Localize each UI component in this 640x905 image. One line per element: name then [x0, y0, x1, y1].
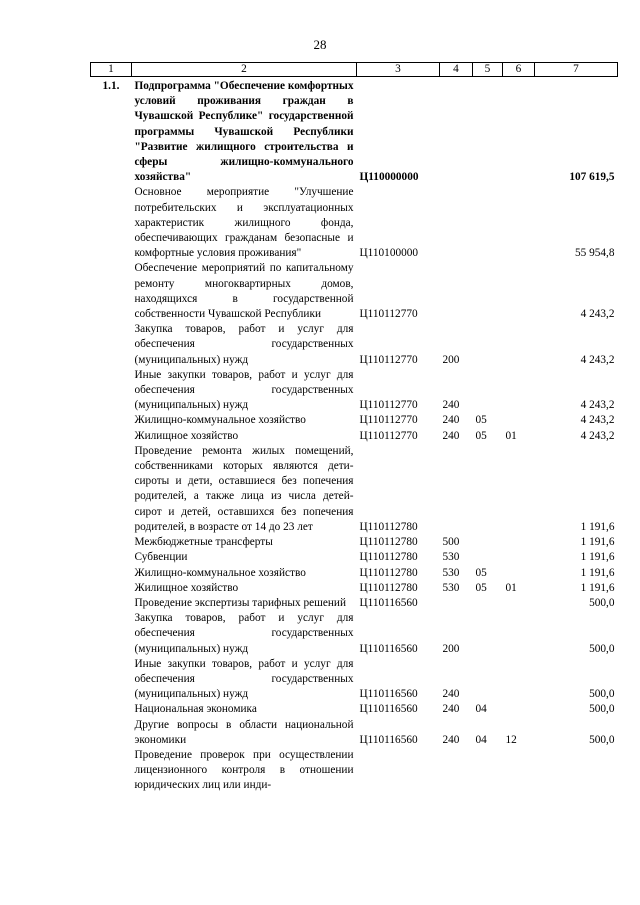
row-section	[473, 77, 503, 186]
row-name: Подпрограмма "Обеспечение комфортных условий проживания граждан в Чувашской Республике" государственной программы Чувашской Республики "Развитие жилищного строительства и сферы жилищно-коммунального хозяйства"	[134, 80, 354, 184]
row-section	[473, 444, 503, 535]
page-number: 28	[313, 37, 327, 52]
row-subsection	[503, 748, 535, 794]
row-subsection	[503, 368, 535, 414]
row-number	[91, 413, 132, 428]
row-number	[91, 261, 132, 322]
row-subsection	[503, 566, 535, 581]
table-row	[91, 368, 618, 414]
row-code: Ц110112770	[359, 353, 418, 366]
row-name: Жилищно-коммунальное хозяйство	[134, 414, 306, 427]
row-expense-type: 530	[442, 566, 460, 579]
row-subsection	[503, 702, 535, 717]
row-subsection	[503, 185, 535, 261]
row-sum: 1 191,6	[580, 566, 615, 579]
row-section: 04	[475, 733, 487, 746]
row-expense-type: 240	[442, 414, 460, 427]
row-expense-type	[440, 261, 473, 322]
row-expense-type: 200	[442, 642, 460, 655]
row-sum: 500,0	[589, 703, 615, 716]
row-subsection	[503, 444, 535, 535]
row-section	[473, 748, 503, 794]
row-expense-type: 240	[442, 399, 460, 412]
row-section	[473, 261, 503, 322]
row-expense-type	[440, 748, 473, 794]
row-subsection: 01	[505, 429, 517, 442]
row-code: Ц110116560	[359, 596, 418, 609]
row-section	[473, 368, 503, 414]
row-subsection	[503, 77, 535, 186]
header-cell: 3	[357, 63, 440, 77]
table-row	[91, 77, 618, 186]
row-number	[91, 702, 132, 717]
row-code: Ц110112780	[359, 581, 418, 594]
row-number	[91, 581, 132, 596]
header-cell: 7	[535, 63, 618, 77]
row-number	[91, 368, 132, 414]
row-section: 05	[475, 566, 487, 579]
row-code: Ц110112780	[359, 566, 418, 579]
row-expense-type	[440, 444, 473, 535]
row-name: Иные закупки товаров, работ и услуг для обеспечения государственных (муниципальных) нужд	[134, 657, 354, 701]
row-name: Субвенции	[134, 551, 188, 564]
row-code: Ц110112780	[359, 536, 418, 549]
row-number	[91, 748, 132, 794]
row-number	[91, 657, 132, 703]
row-number	[91, 566, 132, 581]
row-name: Жилищно-коммунальное хозяйство	[134, 566, 306, 579]
table-row	[91, 413, 618, 428]
row-name: Иные закупки товаров, работ и услуг для обеспечения государственных (муниципальных) нужд	[134, 368, 354, 412]
row-number	[91, 550, 132, 565]
row-sum: 55 954,8	[574, 247, 615, 260]
row-sum: 1 191,6	[580, 551, 615, 564]
row-expense-type: 500	[442, 536, 460, 549]
row-sum: 1 191,6	[580, 520, 615, 533]
row-sum	[535, 748, 618, 794]
table-row	[91, 611, 618, 657]
row-code: Ц110112770	[359, 414, 418, 427]
row-name: Национальная экономика	[134, 703, 257, 716]
row-sum: 500,0	[589, 733, 615, 746]
row-number	[91, 322, 132, 368]
table-row	[91, 657, 618, 703]
table-row	[91, 718, 618, 748]
row-name: Межбюджетные трансферты	[134, 536, 273, 549]
row-sum: 4 243,2	[580, 429, 615, 442]
row-name: Проведение ремонта жилых помещений, собственниками которых являются дети-сироты и дети, оставшиеся без попечения родителей, а также лица из числа детей-сирот и детей, оставшихся без попечения родителей, в возрасте от 14 до 23 лет	[134, 444, 354, 533]
row-code: Ц110100000	[359, 247, 419, 260]
row-sum: 4 243,2	[580, 414, 615, 427]
row-subsection	[503, 611, 535, 657]
row-subsection	[503, 535, 535, 550]
row-subsection	[503, 550, 535, 565]
row-sum: 4 243,2	[580, 353, 615, 366]
table-row	[91, 185, 618, 261]
row-code: Ц110112770	[359, 308, 418, 321]
row-sum: 1 191,6	[580, 581, 615, 594]
row-code	[357, 748, 440, 794]
table-row	[91, 444, 618, 535]
row-subsection	[503, 657, 535, 703]
row-code: Ц110116560	[359, 733, 418, 746]
row-number	[91, 718, 132, 748]
row-expense-type	[440, 77, 473, 186]
table-row	[91, 322, 618, 368]
row-section	[473, 550, 503, 565]
row-number	[91, 611, 132, 657]
row-expense-type: 240	[442, 429, 460, 442]
row-number	[91, 185, 132, 261]
row-name: Основное мероприятие "Улучшение потребительских и эксплуатационных характеристик жилищного фонда, обеспечивающих гражданам безопасные и комфортные условия проживания"	[134, 186, 354, 260]
row-subsection	[503, 261, 535, 322]
row-name: Жилищное хозяйство	[134, 581, 239, 594]
row-sum: 500,0	[589, 596, 615, 609]
row-subsection: 12	[505, 733, 517, 746]
row-section: 05	[475, 429, 487, 442]
row-subsection: 01	[505, 581, 517, 594]
row-sum: 500,0	[589, 642, 615, 655]
row-name: Жилищное хозяйство	[134, 429, 239, 442]
table-row	[91, 550, 618, 565]
table-row	[91, 702, 618, 717]
row-code: Ц110116560	[359, 688, 418, 701]
row-number	[91, 535, 132, 550]
row-sum: 1 191,6	[580, 536, 615, 549]
row-section	[473, 596, 503, 611]
row-expense-type: 200	[442, 353, 460, 366]
header-cell: 5	[473, 63, 503, 77]
row-name: Проведение экспертизы тарифных решений	[134, 596, 346, 609]
row-number: 1.1.	[102, 80, 120, 92]
row-code: Ц110116560	[359, 703, 418, 716]
row-expense-type	[440, 596, 473, 611]
row-section: 05	[475, 414, 487, 427]
row-expense-type	[440, 185, 473, 261]
row-expense-type: 240	[442, 733, 460, 746]
row-code: Ц110112770	[359, 429, 418, 442]
header-cell: 6	[503, 63, 535, 77]
row-section: 04	[475, 703, 487, 716]
row-section	[473, 611, 503, 657]
header-cell: 1	[91, 63, 132, 77]
row-name: Закупка товаров, работ и услуг для обеспечения государственных (муниципальных) нужд	[134, 323, 354, 366]
table-row	[91, 566, 618, 581]
row-code: Ц110112780	[359, 551, 418, 564]
row-expense-type: 240	[442, 703, 460, 716]
row-sum: 4 243,2	[580, 308, 615, 321]
row-expense-type: 240	[442, 688, 460, 701]
row-sum: 107 619,5	[569, 171, 615, 184]
row-expense-type: 530	[442, 551, 460, 564]
row-section	[473, 657, 503, 703]
row-code: Ц110116560	[359, 642, 418, 655]
row-number	[91, 444, 132, 535]
row-code: Ц110112780	[359, 520, 418, 533]
row-code: Ц110000000	[359, 171, 419, 184]
table-row	[91, 535, 618, 550]
row-name: Закупка товаров, работ и услуг для обеспечения государственных (муниципальных) нужд	[134, 612, 354, 655]
row-name: Другие вопросы в области национальной экономики	[134, 718, 354, 746]
table-row	[91, 748, 618, 794]
header-cell: 4	[440, 63, 473, 77]
row-section	[473, 535, 503, 550]
row-sum: 500,0	[589, 688, 615, 701]
row-subsection	[503, 322, 535, 368]
header-cell: 2	[132, 63, 357, 77]
row-name: Проведение проверок при осуществлении лицензионного контроля в отношении юридических лиц или инди-	[134, 748, 354, 792]
table-row	[91, 429, 618, 444]
row-subsection	[503, 413, 535, 428]
header-row	[91, 63, 618, 77]
row-section	[473, 185, 503, 261]
table-row	[91, 581, 618, 596]
row-section	[473, 322, 503, 368]
row-expense-type: 530	[442, 581, 460, 594]
budget-table	[90, 62, 618, 794]
row-number	[91, 429, 132, 444]
row-number	[91, 596, 132, 611]
row-subsection	[503, 596, 535, 611]
row-code: Ц110112770	[359, 399, 418, 412]
row-section: 05	[475, 581, 487, 594]
table-row	[91, 596, 618, 611]
row-sum: 4 243,2	[580, 399, 615, 412]
row-name: Обеспечение мероприятий по капитальному ремонту многоквартирных домов, находящихся в государственной собственности Чувашской Республики	[134, 262, 354, 321]
table-row	[91, 261, 618, 322]
